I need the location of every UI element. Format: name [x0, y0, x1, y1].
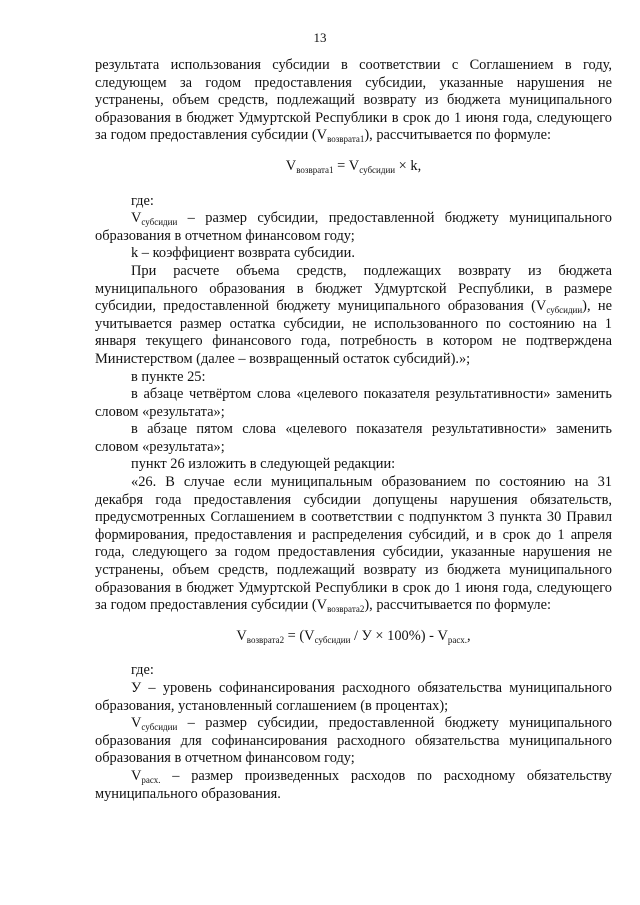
where-label: где:	[131, 662, 154, 679]
paragraph-calculation-note: При расчете объема средств, подлежащих возврату из бюджета муниципального образования в бюджет Удмуртской Республики, в размере субсидии, предоставленной бюджету муниципального образования $(V_{субсидии})$, не учитывается размер остатка субсидии, не использованного по состоянию на 1 января текущего финансового года, потребность в котором не подтверждена Министерством (далее – возвращенный остаток субсидий).»;	[95, 262, 613, 367]
where-label: где:	[131, 192, 154, 209]
paragraph-point-25: в пункте 25:	[131, 368, 206, 385]
formula-refund-2: $V_{возврата2} = (V_{субсидии} / У \times 100\%) - V_{расх.}$,	[236, 627, 471, 645]
paragraph-amend-4: в абзаце четвёртом слова «целевого показателя результативности» заменить словом «результата»;	[95, 386, 612, 420]
definition-coefficient: k – коэффициент возврата субсидии.	[131, 245, 355, 262]
formula-refund-1: $V_{возврата1} = V_{субсидии} \times k$,	[285, 157, 422, 175]
document-body	[95, 57, 612, 803]
paragraph-point-26-text: «26. В случае если муниципальным образованием по состоянию на 31 декабря года предоставления субсидии допущены нарушения обязательств, предусмотренных Соглашением в соответствии с подпунктом 3 пункта 30 Правил формирования, предоставления и распределения субсидий, и в срок до 1 апреля года, следующего за годом предоставления субсидии, указанные нарушения не устранены, объем средств, подлежащий возврату из бюджета муниципального образования в бюджет Удмуртской Республики в срок до 1 июня года, следующего за годом предоставления субсидии $(V_{возврата2})$, рассчитывается по формуле:	[95, 474, 612, 615]
page-number: 13	[313, 30, 327, 45]
definition-cofinancing-level: У – уровень софинансирования расходного обязательства муниципального образования, установленный соглашением (в процентах);	[95, 680, 612, 714]
definition-expenses: $V_{расх.}$ – размер произведенных расходов по расходному обязательству муниципального образования.	[95, 767, 612, 802]
definition-subsidy: $V_{субсидии}$ – размер субсидии, предоставленной бюджету муниципального образования в отчетном финансовом году;	[95, 210, 612, 244]
definition-subsidy-2: $V_{субсидии}$ – размер субсидии, предоставленной бюджету муниципального образования для софинансирования расходного обязательства муниципального образования в отчетном финансовом году;	[95, 715, 612, 767]
paragraph-calculation-intro: результата использования субсидии в соответствии с Соглашением в году, следующем за годом предоставления субсидии, указанные нарушения не устранены, объем средств, подлежащий возврату из бюджета муниципального образования в бюджет Удмуртской Республики в срок до 1 июня года, следующего за годом предоставления субсидии $(V_{возврата1})$, рассчитывается по формуле:	[95, 57, 612, 145]
paragraph-amend-5: в абзаце пятом слова «целевого показателя результативности» заменить словом «результата»;	[95, 421, 612, 455]
paragraph-point-26: пункт 26 изложить в следующей редакции:	[131, 456, 396, 473]
